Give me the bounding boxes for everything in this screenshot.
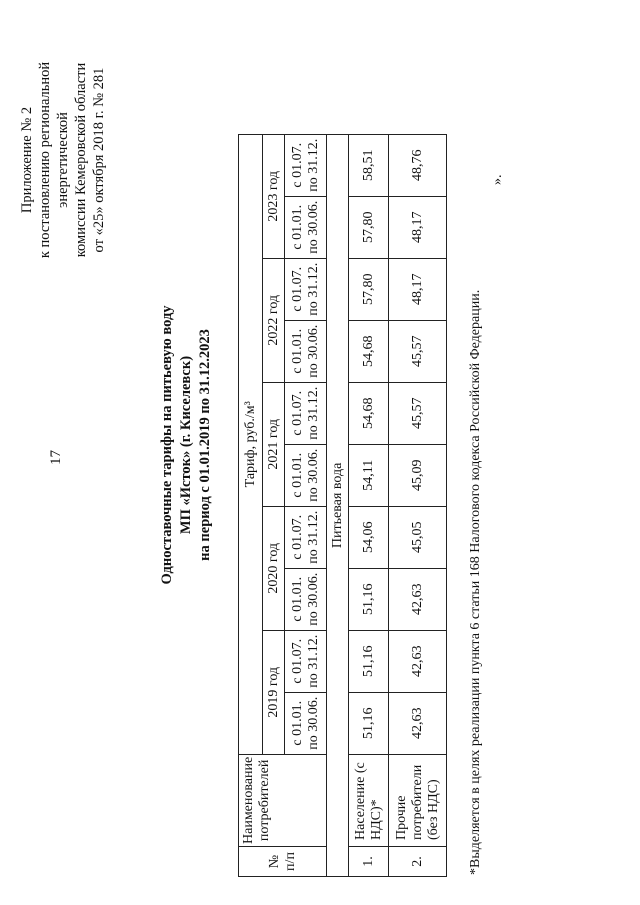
appendix-block [18, 15, 108, 305]
footnote: *Выделяется в целях реализации пункта 6 статьи 168 Налогового кодекса Российской Федерации. [468, 289, 483, 875]
header-name: Наименование потребителей [239, 754, 327, 846]
heading-line: МП «Исток» (г. Киселевск) [178, 355, 194, 535]
table-cell: 58,51 [349, 134, 389, 196]
header-year: 2021 год [263, 382, 285, 506]
table-cell: 48,17 [389, 258, 447, 320]
header-num: № п/п [239, 847, 327, 877]
header-period: с 01.07. по 31.12. [285, 258, 327, 320]
row-num: 1. [349, 847, 389, 877]
table-cell: 45,57 [389, 382, 447, 444]
header-period: с 01.07. по 31.12. [285, 630, 327, 692]
appendix-line: Приложение № 2 [19, 106, 35, 214]
table-cell: 42,63 [389, 630, 447, 692]
header-period: с 01.01. по 30.06. [285, 444, 327, 506]
appendix-line: к постановлению региональной энергетической [37, 61, 71, 259]
closing-quote: ». [490, 174, 505, 185]
table-cell: 51,16 [349, 692, 389, 754]
table-cell: 57,80 [349, 258, 389, 320]
appendix-line: от «25» октября 2018 г. № 281 [91, 67, 107, 253]
header-year: 2019 год [263, 630, 285, 754]
page-number: 17 [48, 450, 64, 465]
row-num: 2. [389, 847, 447, 877]
heading-line: на период с 01.01.2019 по 31.12.2023 [197, 329, 213, 561]
header-year: 2020 год [263, 506, 285, 630]
table-cell: 45,09 [389, 444, 447, 506]
header-tariff: Тариф, руб./м³ [239, 134, 263, 754]
table-cell: 54,11 [349, 444, 389, 506]
heading-line: Одноставочные тарифы на питьевую воду [159, 305, 175, 585]
table-cell: 57,80 [349, 196, 389, 258]
header-year: 2022 год [263, 258, 285, 382]
table-cell: 42,63 [389, 692, 447, 754]
header-period: с 01.07. по 31.12. [285, 382, 327, 444]
document-heading [158, 215, 215, 675]
table-cell: 51,16 [349, 630, 389, 692]
table-cell: 42,63 [389, 568, 447, 630]
appendix-line: комиссии Кемеровской области [73, 62, 89, 258]
row-name: Население (с НДС)* [349, 754, 389, 846]
header-period: с 01.01. по 30.06. [285, 320, 327, 382]
table-cell: 54,06 [349, 506, 389, 568]
header-period: с 01.07. по 31.12. [285, 134, 327, 196]
table-cell: 45,57 [389, 320, 447, 382]
section-row: Питьевая вода [327, 134, 349, 876]
header-period: с 01.01. по 30.06. [285, 692, 327, 754]
table-cell: 54,68 [349, 382, 389, 444]
header-period: с 01.01. по 30.06. [285, 196, 327, 258]
table-row [349, 134, 389, 876]
row-name: Прочие потребители (без НДС) [389, 754, 447, 846]
table-cell: 48,17 [389, 196, 447, 258]
header-year: 2023 год [263, 134, 285, 258]
header-period: с 01.07. по 31.12. [285, 506, 327, 568]
table-cell: 45,05 [389, 506, 447, 568]
header-period: с 01.01. по 30.06. [285, 568, 327, 630]
table-cell: 51,16 [349, 568, 389, 630]
table-cell: 48,76 [389, 134, 447, 196]
tariff-table [238, 134, 447, 877]
table-cell: 54,68 [349, 320, 389, 382]
table-row [389, 134, 447, 876]
